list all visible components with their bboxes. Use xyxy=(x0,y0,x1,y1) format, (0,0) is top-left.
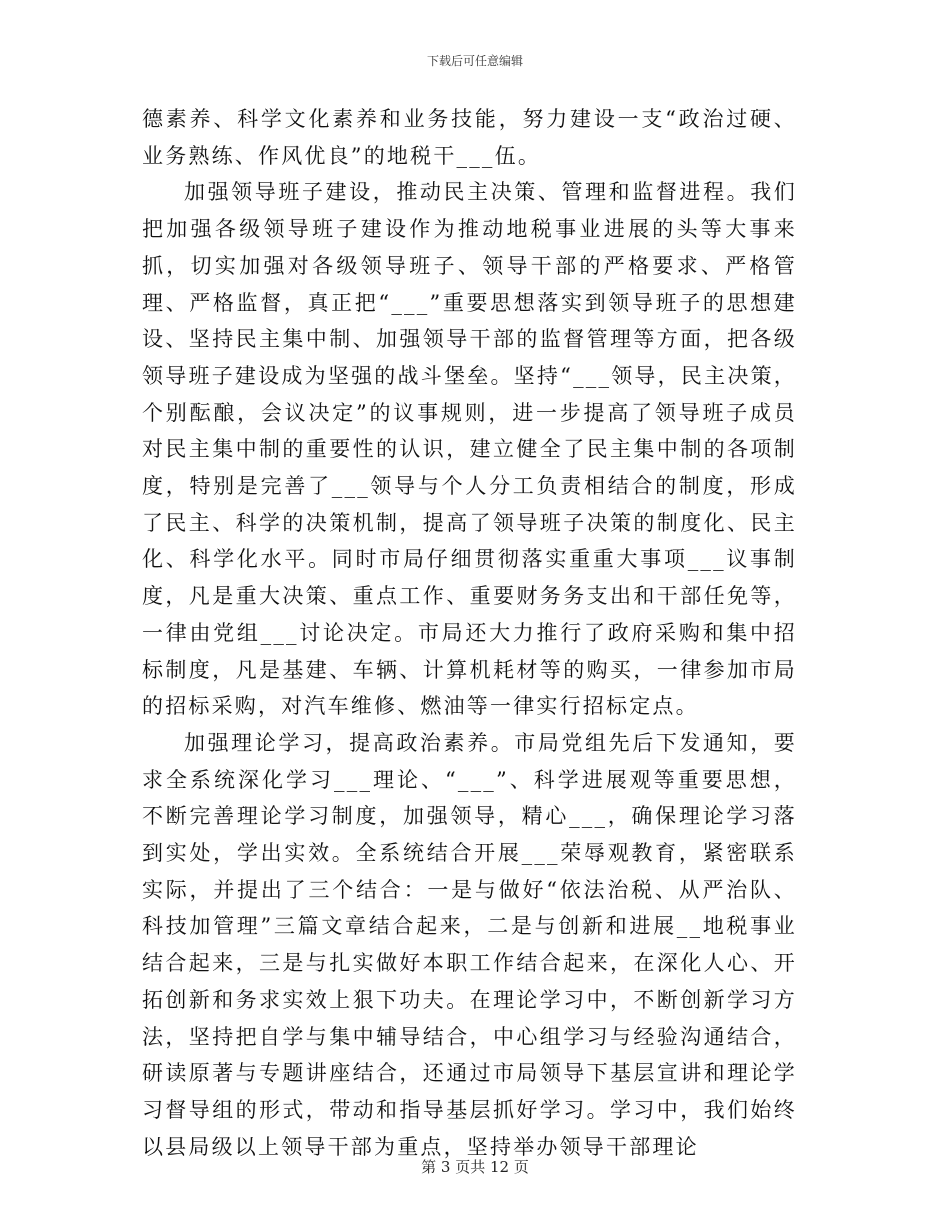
paragraph-continuation: 德素养、科学文化素养和业务技能，努力建设一支“政治过硬、业务熟练、作风优良”的地税干___伍。 xyxy=(142,107,797,168)
paragraph-theory-study: 加强理论学习，提高政治素养。市局党组先后下发通知，要求全系统深化学习___理论、“___”、科学进展观等重要思想，不断完善理论学习制度，加强领导，精心___，确保理论学习落到实处，学出实效。全系统结合开展___荣辱观教育，紧密联系实际，并提出了三个结合：一是与做好“依法治税、从严治队、科技加管理”三篇文章结合起来，二是与创新和进展__地税事业结合起来，三是与扎实做好本职工作结合起来，在深化人心、开拓创新和务求实效上狠下功夫。在理论学习中，不断创新学习方法，坚持把自学与集中辅导结合，中心组学习与经验沟通结合，研读原著与专题讲座结合，还通过市局领导下基层宣讲和理论学习督导组的形式，带动和指导基层抓好学习。学习中，我们始终以县局级以上领导干部为重点，坚持举办领导干部理论 xyxy=(142,730,797,1159)
page-number-footer: 第 3 页共 12 页 xyxy=(421,1158,529,1176)
document-body xyxy=(142,101,797,1165)
page-header: 下载后可任意编辑 xyxy=(426,54,523,68)
paragraph-leadership: 加强领导班子建设，推动民主决策、管理和监督进程。我们把加强各级领导班子建设作为推动地税事业进展的头等大事来抓，切实加强对各级领导班子、领导干部的严格要求、严格管理、严格监督，真正把“___”重要思想落实到领导班子的思想建设、坚持民主集中制、加强领导干部的监督管理等方面，把各级领导班子建设成为坚强的战斗堡垒。坚持“___领导，民主决策，个别酝酿，会议决定”的议事规则，进一步提高了领导班子成员对民主集中制的重要性的认识，建立健全了民主集中制的各项制度，特别是完善了___领导与个人分工负责相结合的制度，形成了民主、科学的决策机制，提高了领导班子决策的制度化、民主化、科学化水平。同时市局仔细贯彻落实重重大事项___议事制度，凡是重大决策、重点工作、重要财务务支出和干部任免等，一律由党组___讨论决定。市局还大力推行了政府采购和集中招标制度，凡是基建、车辆、计算机耗材等的购买，一律参加市局的招标采购，对汽车维修、燃油等一律实行招标定点。 xyxy=(142,180,797,719)
